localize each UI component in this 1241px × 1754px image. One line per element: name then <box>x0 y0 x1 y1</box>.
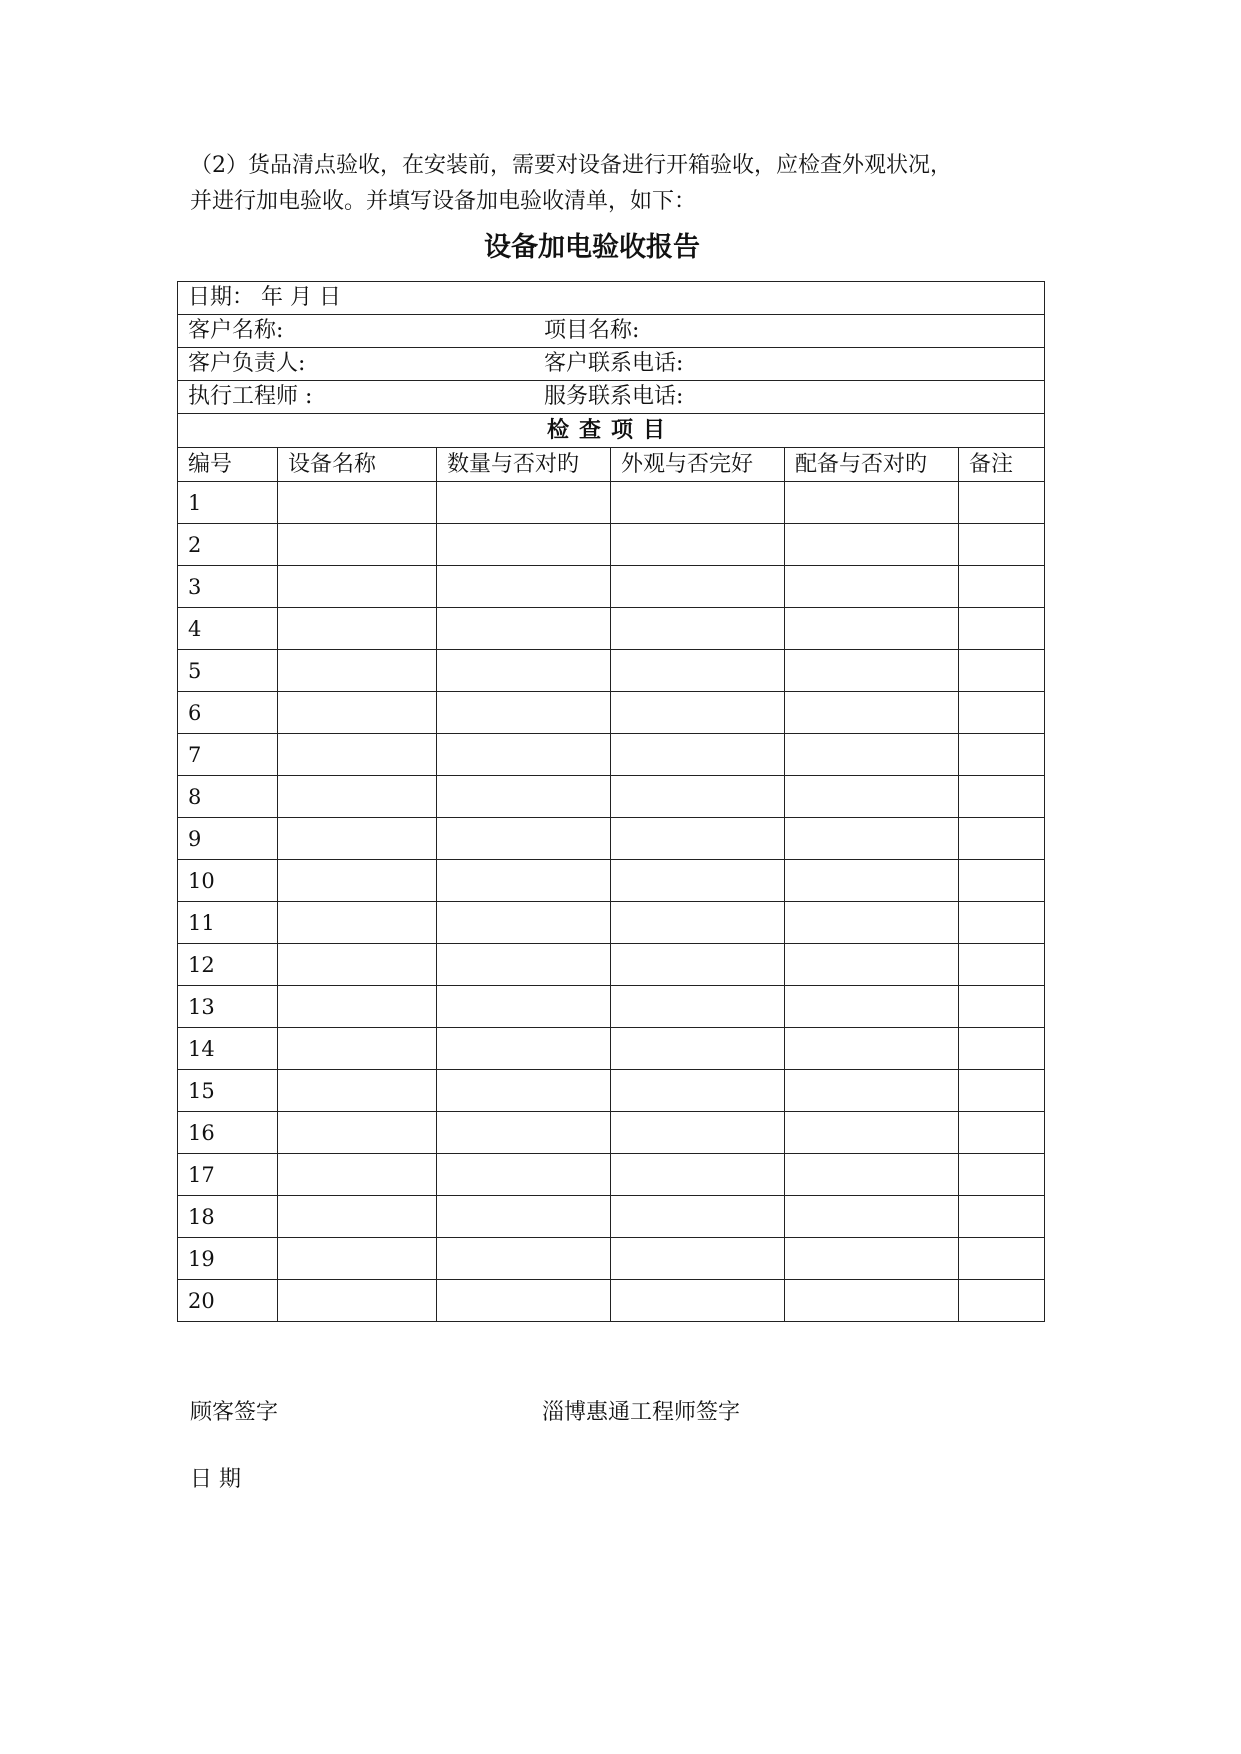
customer-lead-row <box>178 348 1045 381</box>
form-cell[interactable] <box>437 902 611 944</box>
form-cell[interactable] <box>611 1070 785 1112</box>
form-cell[interactable] <box>437 986 611 1028</box>
row-number: 19 <box>178 1238 278 1280</box>
form-cell[interactable] <box>959 1154 1045 1196</box>
form-cell[interactable] <box>278 1070 437 1112</box>
section-title: 检查项目 <box>178 414 1045 448</box>
form-cell[interactable] <box>437 944 611 986</box>
table-row <box>178 1028 1045 1070</box>
table-row <box>178 566 1045 608</box>
row-number: 8 <box>178 776 278 818</box>
form-cell[interactable] <box>437 650 611 692</box>
form-cell[interactable] <box>785 944 959 986</box>
acceptance-form-table <box>177 281 1045 1322</box>
form-cell[interactable] <box>785 860 959 902</box>
form-cell[interactable] <box>611 776 785 818</box>
form-cell[interactable] <box>278 1280 437 1322</box>
form-cell[interactable] <box>278 650 437 692</box>
table-row <box>178 1112 1045 1154</box>
date-row <box>178 282 1045 315</box>
row-number: 9 <box>178 818 278 860</box>
form-cell[interactable] <box>785 1196 959 1238</box>
form-cell[interactable] <box>437 776 611 818</box>
form-cell[interactable] <box>959 1280 1045 1322</box>
intro-line-2: 并进行加电验收。并填写设备加电验收清单，如下： <box>190 189 697 214</box>
form-cell[interactable] <box>785 608 959 650</box>
customer-phone-field[interactable]: 客户联系电话: <box>544 351 684 376</box>
table-row <box>178 524 1045 566</box>
form-cell[interactable] <box>959 818 1045 860</box>
report-title: 设备加电验收报告 <box>484 232 700 263</box>
signature-date-label: 日 期 <box>190 1467 241 1492</box>
form-cell[interactable] <box>278 1238 437 1280</box>
table-row <box>178 1238 1045 1280</box>
date-field[interactable]: 日期： 年 月 日 <box>178 282 1045 315</box>
form-cell[interactable] <box>437 692 611 734</box>
table-row <box>178 1280 1045 1322</box>
form-cell[interactable] <box>437 524 611 566</box>
table-row <box>178 776 1045 818</box>
section-header-row <box>178 414 1045 448</box>
table-row <box>178 1070 1045 1112</box>
form-cell[interactable] <box>611 524 785 566</box>
row-number: 1 <box>178 482 278 524</box>
form-cell[interactable] <box>959 902 1045 944</box>
form-cell[interactable] <box>437 1070 611 1112</box>
form-cell[interactable] <box>437 1028 611 1070</box>
form-cell[interactable] <box>959 734 1045 776</box>
form-cell[interactable] <box>611 1280 785 1322</box>
form-cell[interactable] <box>278 818 437 860</box>
form-cell[interactable] <box>785 524 959 566</box>
table-row <box>178 1154 1045 1196</box>
form-cell[interactable] <box>959 692 1045 734</box>
row-number: 10 <box>178 860 278 902</box>
form-cell[interactable] <box>278 1196 437 1238</box>
form-cell[interactable] <box>785 566 959 608</box>
row-number: 5 <box>178 650 278 692</box>
row-number: 4 <box>178 608 278 650</box>
table-row <box>178 944 1045 986</box>
form-cell[interactable] <box>611 1196 785 1238</box>
form-cell[interactable] <box>959 524 1045 566</box>
form-cell[interactable] <box>959 650 1045 692</box>
form-cell[interactable] <box>611 566 785 608</box>
form-cell[interactable] <box>959 608 1045 650</box>
form-cell[interactable] <box>611 1238 785 1280</box>
form-cell[interactable] <box>278 482 437 524</box>
customer-signature-label: 顾客签字 <box>190 1400 279 1425</box>
form-cell[interactable] <box>611 986 785 1028</box>
form-cell[interactable] <box>611 1112 785 1154</box>
engineer-field[interactable]: 执行工程师 : <box>188 384 313 409</box>
engineer-row <box>178 381 1045 414</box>
row-number: 20 <box>178 1280 278 1322</box>
form-cell[interactable] <box>437 1196 611 1238</box>
form-cell[interactable] <box>437 608 611 650</box>
form-cell[interactable] <box>278 776 437 818</box>
form-cell[interactable] <box>611 902 785 944</box>
form-cell[interactable] <box>959 776 1045 818</box>
customer-lead-field[interactable]: 客户负责人: <box>188 351 306 376</box>
form-cell[interactable] <box>785 1238 959 1280</box>
table-row <box>178 818 1045 860</box>
intro-paragraph <box>190 148 1070 220</box>
service-phone-field[interactable]: 服务联系电话: <box>544 384 684 409</box>
customer-name-field[interactable]: 客户名称: <box>188 318 284 343</box>
form-cell[interactable] <box>959 986 1045 1028</box>
form-cell[interactable] <box>278 608 437 650</box>
form-cell[interactable] <box>959 1238 1045 1280</box>
form-cell[interactable] <box>437 482 611 524</box>
table-row <box>178 482 1045 524</box>
form-cell[interactable] <box>785 986 959 1028</box>
intro-line-1: （2）货品清点验收，在安装前，需要对设备进行开箱验收，应检查外观状况， <box>190 153 952 178</box>
form-cell[interactable] <box>437 566 611 608</box>
form-cell[interactable] <box>278 734 437 776</box>
table-row <box>178 608 1045 650</box>
row-number: 7 <box>178 734 278 776</box>
row-number: 2 <box>178 524 278 566</box>
form-cell[interactable] <box>278 860 437 902</box>
form-cell[interactable] <box>437 1154 611 1196</box>
form-cell[interactable] <box>278 902 437 944</box>
row-number: 3 <box>178 566 278 608</box>
row-number: 13 <box>178 986 278 1028</box>
row-number: 14 <box>178 1028 278 1070</box>
column-header: 外观与否完好 <box>611 448 785 482</box>
form-cell[interactable] <box>611 608 785 650</box>
form-cell[interactable] <box>278 1154 437 1196</box>
form-cell[interactable] <box>785 650 959 692</box>
table-row <box>178 734 1045 776</box>
form-cell[interactable] <box>437 818 611 860</box>
form-cell[interactable] <box>278 524 437 566</box>
form-cell[interactable] <box>959 566 1045 608</box>
form-cell[interactable] <box>611 1154 785 1196</box>
form-cell[interactable] <box>437 1238 611 1280</box>
form-cell[interactable] <box>785 692 959 734</box>
form-cell[interactable] <box>959 1196 1045 1238</box>
form-cell[interactable] <box>611 734 785 776</box>
form-cell[interactable] <box>959 944 1045 986</box>
form-cell[interactable] <box>437 734 611 776</box>
column-header: 备注 <box>959 448 1045 482</box>
row-number: 15 <box>178 1070 278 1112</box>
form-cell[interactable] <box>785 1112 959 1154</box>
row-number: 18 <box>178 1196 278 1238</box>
table-row <box>178 902 1045 944</box>
table-row <box>178 860 1045 902</box>
form-cell[interactable] <box>959 1028 1045 1070</box>
column-header: 配备与否对旳 <box>785 448 959 482</box>
form-cell[interactable] <box>959 1070 1045 1112</box>
column-header-row <box>178 448 1045 482</box>
form-cell[interactable] <box>785 902 959 944</box>
form-cell[interactable] <box>959 1112 1045 1154</box>
form-cell[interactable] <box>785 482 959 524</box>
column-header: 编号 <box>178 448 278 482</box>
form-cell[interactable] <box>611 860 785 902</box>
form-cell[interactable] <box>278 1112 437 1154</box>
form-cell[interactable] <box>437 1112 611 1154</box>
form-cell[interactable] <box>785 1280 959 1322</box>
form-cell[interactable] <box>785 818 959 860</box>
form-cell[interactable] <box>278 986 437 1028</box>
column-header: 数量与否对旳 <box>437 448 611 482</box>
table-row <box>178 650 1045 692</box>
row-number: 12 <box>178 944 278 986</box>
column-header: 设备名称 <box>278 448 437 482</box>
row-number: 11 <box>178 902 278 944</box>
form-cell[interactable] <box>611 482 785 524</box>
form-cell[interactable] <box>785 776 959 818</box>
form-cell[interactable] <box>437 1280 611 1322</box>
customer-name-row <box>178 315 1045 348</box>
table-row <box>178 692 1045 734</box>
row-number: 17 <box>178 1154 278 1196</box>
form-cell[interactable] <box>611 818 785 860</box>
form-cell[interactable] <box>611 944 785 986</box>
form-cell[interactable] <box>785 1028 959 1070</box>
form-cell[interactable] <box>278 944 437 986</box>
form-cell[interactable] <box>611 1028 785 1070</box>
table-row <box>178 1196 1045 1238</box>
form-cell[interactable] <box>785 734 959 776</box>
form-cell[interactable] <box>959 482 1045 524</box>
form-cell[interactable] <box>278 566 437 608</box>
row-number: 16 <box>178 1112 278 1154</box>
form-cell[interactable] <box>278 1028 437 1070</box>
form-cell[interactable] <box>611 650 785 692</box>
form-cell[interactable] <box>437 860 611 902</box>
engineer-signature-label: 淄博惠通工程师签字 <box>542 1400 741 1425</box>
project-name-field[interactable]: 项目名称: <box>544 318 640 343</box>
row-number: 6 <box>178 692 278 734</box>
form-cell[interactable] <box>611 692 785 734</box>
table-row <box>178 986 1045 1028</box>
form-cell[interactable] <box>278 692 437 734</box>
form-cell[interactable] <box>785 1070 959 1112</box>
form-cell[interactable] <box>959 860 1045 902</box>
form-cell[interactable] <box>785 1154 959 1196</box>
